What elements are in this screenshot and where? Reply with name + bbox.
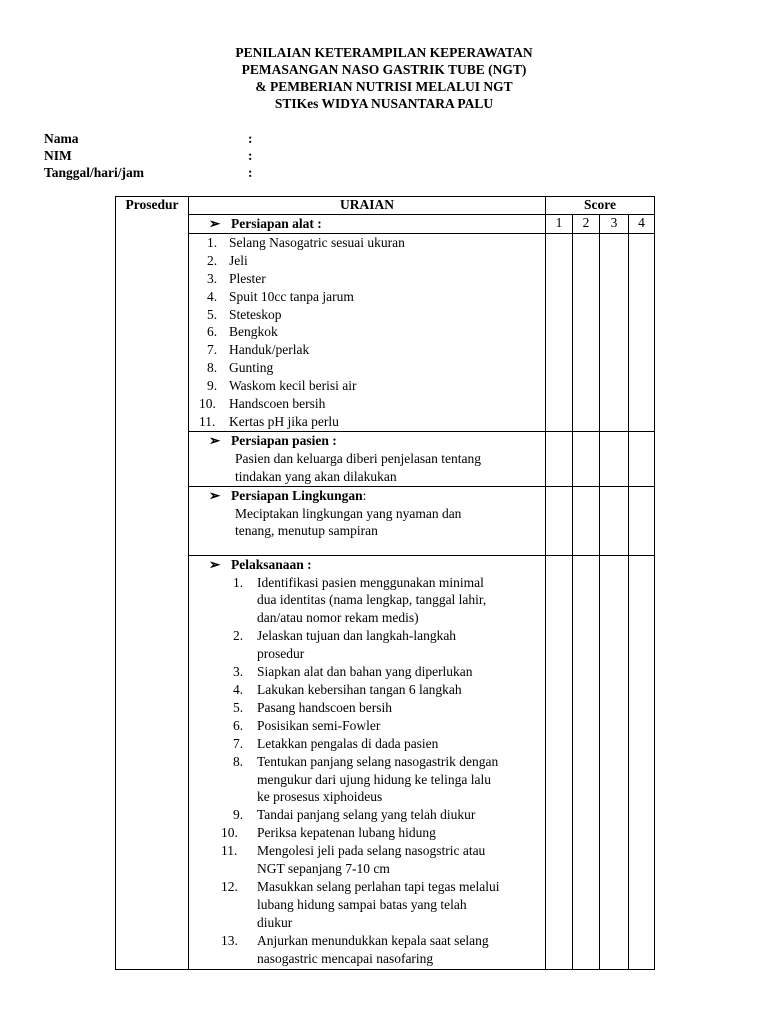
- arrow-bullet-icon: ➢: [209, 432, 221, 448]
- step-text-line: prosedur: [257, 646, 305, 662]
- list-item: 8. Gunting: [207, 360, 274, 376]
- step-item: [235, 574, 545, 628]
- step-number: 9.: [233, 807, 244, 823]
- step-text-line: Letakkan pengalas di dada pasien: [257, 735, 439, 751]
- uraian-header: URAIAN: [189, 197, 546, 215]
- step-number: 12.: [221, 878, 238, 894]
- score-cell[interactable]: [573, 431, 600, 486]
- step-text-line: NGT sepanjang 7-10 cm: [257, 861, 390, 877]
- field-label: NIM: [44, 148, 72, 163]
- prosedur-header: Prosedur: [125, 197, 179, 212]
- list-item: 5. Steteskop: [207, 306, 282, 322]
- alat-list: [189, 234, 545, 431]
- step-item: [235, 753, 545, 807]
- step-number: 5.: [233, 699, 244, 715]
- arrow-bullet-icon: ➢: [209, 556, 221, 572]
- step-item: [221, 824, 545, 842]
- score-cell[interactable]: [546, 431, 573, 486]
- list-item: 9. Waskom kecil berisi air: [207, 378, 357, 394]
- step-text-line: dua identitas (nama lengkap, tanggal lahir,: [257, 592, 487, 608]
- table-header-row: [116, 197, 655, 215]
- list-item: 4. Spuit 10cc tanpa jarum: [207, 288, 354, 304]
- score-cell[interactable]: [629, 555, 655, 969]
- section-alat-heading-row: [116, 215, 655, 234]
- step-number: 7.: [233, 735, 244, 751]
- list-item: 10. Handscoen bersih: [199, 396, 326, 412]
- score-cell[interactable]: [573, 233, 600, 431]
- list-item: 6. Bengkok: [207, 324, 278, 340]
- step-text-line: Posisikan semi-Fowler: [257, 717, 381, 733]
- arrow-bullet-icon: ➢: [209, 487, 221, 503]
- section-heading: Pelaksanaan :: [231, 556, 312, 572]
- field-colon: :: [248, 148, 253, 163]
- step-item: [221, 878, 545, 932]
- step-number: 1.: [233, 574, 244, 590]
- step-text-line: lubang hidung sampai batas yang telah: [257, 896, 467, 912]
- section-alat-row: [116, 233, 655, 431]
- score-cell[interactable]: [546, 486, 573, 555]
- step-number: 2.: [233, 628, 244, 644]
- section-heading: Persiapan pasien :: [231, 432, 337, 448]
- step-item: [221, 932, 545, 968]
- step-item: [221, 842, 545, 878]
- step-text-line: Anjurkan menundukkan kepala saat selang: [257, 932, 489, 948]
- step-item: [235, 806, 545, 824]
- lingkungan-cell: [189, 486, 546, 555]
- list-item: 11. Kertas pH jika perlu: [199, 413, 339, 429]
- field-colon: :: [248, 165, 253, 180]
- pasien-text-line-1: Pasien dan keluarga diberi penjelasan tentang: [235, 450, 482, 466]
- step-text-line: diukur: [257, 914, 293, 930]
- score-cell[interactable]: [573, 486, 600, 555]
- field-colon: :: [248, 131, 253, 146]
- score-cell[interactable]: [546, 555, 573, 969]
- step-text-line: Periksa kepatenan lubang hidung: [257, 825, 436, 841]
- step-text-line: ke prosesus xiphoideus: [257, 789, 383, 805]
- pasien-cell: [189, 431, 546, 486]
- step-text-line: Tandai panjang selang yang telah diukur: [257, 807, 476, 823]
- document-title: [0, 44, 768, 112]
- step-number: 3.: [233, 664, 244, 680]
- list-item: 7. Handuk/perlak: [207, 342, 310, 358]
- lingkungan-text-line-2: tenang, menutup sampiran: [235, 523, 378, 539]
- score-cell[interactable]: [546, 233, 573, 431]
- step-text-line: Mengolesi jeli pada selang nasogstric atau: [257, 843, 486, 859]
- score-cell[interactable]: [600, 431, 629, 486]
- step-text-line: Identifikasi pasien menggunakan minimal: [257, 574, 484, 590]
- step-text-line: dan/atau nomor rekam medis): [257, 610, 419, 626]
- score-number-3: 3: [600, 215, 629, 234]
- step-number: 6.: [233, 717, 244, 733]
- step-text-line: Siapkan alat dan bahan yang diperlukan: [257, 664, 473, 680]
- title-line-2: PEMASANGAN NASO GASTRIK TUBE (NGT): [241, 62, 527, 77]
- step-text-line: Jelaskan tujuan dan langkah-langkah: [257, 628, 457, 644]
- step-text-line: Tentukan panjang selang nasogastrik dengan: [257, 753, 499, 769]
- alat-list-cell: [189, 233, 546, 431]
- step-item: [235, 681, 545, 699]
- score-cell[interactable]: [629, 431, 655, 486]
- step-item: [235, 663, 545, 681]
- section-heading-colon: :: [362, 487, 367, 503]
- step-text-line: mengukur dari ujung hidung ke telinga lalu: [257, 771, 491, 787]
- list-item: 3. Plester: [207, 270, 266, 286]
- step-text-line: Masukkan selang perlahan tapi tegas melalui: [257, 878, 500, 894]
- score-cell[interactable]: [629, 486, 655, 555]
- step-item: [235, 699, 545, 717]
- score-cell[interactable]: [573, 555, 600, 969]
- prosedur-column: [116, 197, 189, 970]
- pelaksanaan-cell: [189, 555, 546, 969]
- step-item: [235, 735, 545, 753]
- step-text-line: Lakukan kebersihan tangan 6 langkah: [257, 681, 462, 697]
- score-number-4: 4: [629, 215, 655, 234]
- score-cell[interactable]: [600, 555, 629, 969]
- score-cell[interactable]: [629, 233, 655, 431]
- step-number: 4.: [233, 681, 244, 697]
- score-cell[interactable]: [600, 233, 629, 431]
- title-line-4: STIKes WIDYA NUSANTARA PALU: [274, 96, 494, 111]
- step-number: 10.: [221, 825, 238, 841]
- section-pasien-row: [116, 431, 655, 486]
- pelaksanaan-steps: [189, 574, 545, 968]
- score-number-2: 2: [573, 215, 600, 234]
- step-text-line: nasogastric mencapai nasofaring: [257, 950, 434, 966]
- lingkungan-text-line-1: Meciptakan lingkungan yang nyaman dan: [235, 505, 462, 521]
- pasien-text-line-2: tindakan yang akan dilakukan: [235, 468, 397, 484]
- list-item: 2. Jeli: [207, 252, 248, 268]
- list-item: 1. Selang Nasogatric sesuai ukuran: [207, 234, 405, 250]
- step-number: 11.: [221, 843, 238, 859]
- scoring-table: [115, 196, 655, 970]
- section-heading-cell: [189, 215, 546, 234]
- score-cell[interactable]: [600, 486, 629, 555]
- field-label: Nama: [44, 131, 79, 146]
- title-line-3: & PEMBERIAN NUTRISI MELALUI NGT: [255, 79, 513, 94]
- title-line-1: PENILAIAN KETERAMPILAN KEPERAWATAN: [235, 45, 533, 60]
- step-item: [235, 717, 545, 735]
- step-text-line: Pasang handscoen bersih: [257, 699, 392, 715]
- score-header: Score: [546, 197, 655, 215]
- step-number: 8.: [233, 753, 244, 769]
- score-number-1: 1: [546, 215, 573, 234]
- field-label: Tanggal/hari/jam: [44, 165, 145, 180]
- section-lingkungan-row: [116, 486, 655, 555]
- arrow-bullet-icon: ➢: [209, 216, 221, 231]
- step-number: 13.: [221, 932, 238, 948]
- section-heading: Persiapan alat :: [231, 216, 322, 231]
- section-heading: Persiapan Lingkungan: [231, 487, 363, 503]
- section-pelaksanaan-row: [116, 555, 655, 969]
- step-item: [235, 627, 545, 663]
